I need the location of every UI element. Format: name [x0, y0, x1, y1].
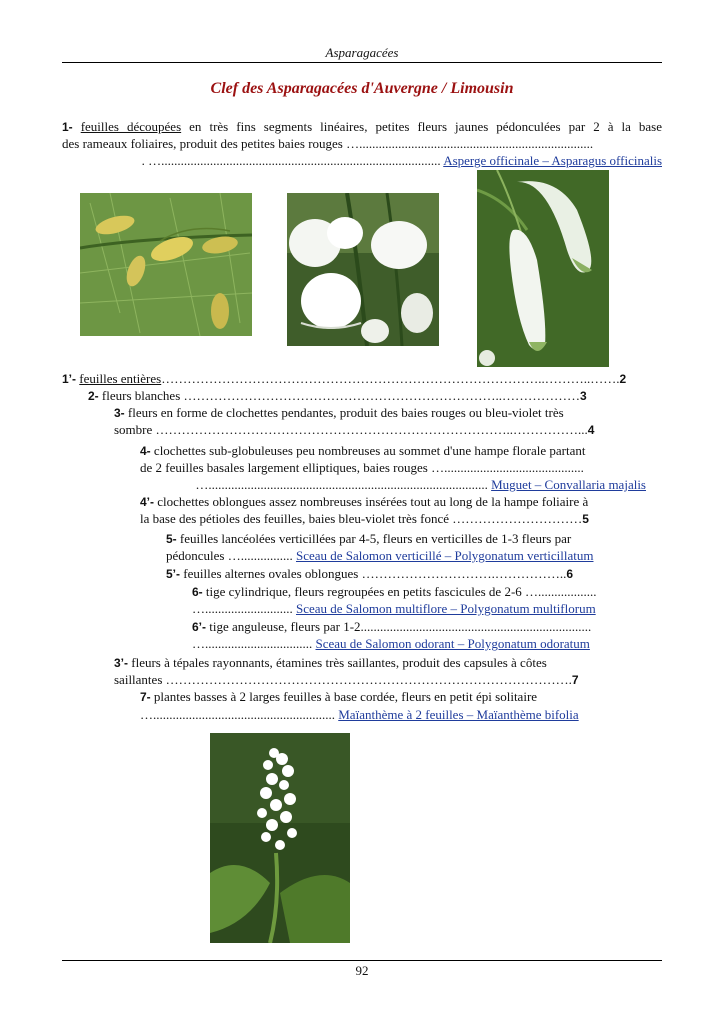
- page-number: 92: [355, 963, 369, 978]
- couplet-4b-text-1: clochettes oblongues assez nombreuses insérées tout au long de la hampe foliaire à: [154, 494, 589, 509]
- couplet-4b-goto: 5: [582, 512, 589, 526]
- couplet-4b-line-2: [140, 510, 646, 528]
- couplet-7-line-2: [140, 706, 646, 723]
- polygonatum-photo-illustration: [477, 170, 609, 367]
- couplet-4b-number: 4’-: [140, 495, 155, 509]
- result-link-muguet[interactable]: Muguet – Convallaria majalis: [491, 477, 646, 492]
- couplet-7-number: 7-: [140, 690, 151, 704]
- couplet-5b-number: 5’-: [166, 567, 181, 581]
- result-link-polygonatum-odoratum[interactable]: Sceau de Salomon odorant – Polygonatum odoratum: [315, 636, 590, 651]
- photo-asparagus: [80, 193, 252, 336]
- couplet-3-number: 3-: [114, 406, 125, 420]
- couplet-6b-number: 6’-: [192, 620, 207, 634]
- couplet-2-text: fleurs blanches ………………………………………………………………..………………: [98, 388, 581, 403]
- couplet-5-line-1: [166, 530, 646, 548]
- couplet-1b-line: [62, 370, 634, 388]
- couplet-6b-line-2: [192, 635, 646, 652]
- couplet-4-text-2: de 2 feuilles basales largement elliptiques, baies rouges …...........................................: [140, 460, 584, 475]
- couplet-6-text-1: tige cylindrique, fleurs regroupées en petits fascicules de 2-6 …..................: [202, 584, 597, 599]
- couplet-1-text-1: en très fins segments linéaires, petites fleurs jaunes pédonculées par 2 à la base: [181, 119, 662, 134]
- couplet-6-number: 6-: [192, 585, 203, 599]
- couplet-3b-text-1: fleurs à tépales rayonnants, étamines très saillantes, produit des capsules à côtes: [128, 655, 547, 670]
- couplet-1-text-2: des rameaux foliaires, produit des petites baies rouges …........................................................................: [62, 136, 594, 151]
- result-link-polygonatum-verticillatum[interactable]: Sceau de Salomon verticillé – Polygonatum verticillatum: [295, 548, 594, 563]
- couplet-1b-dots: ……………………………………………………………………………..………..…….: [161, 371, 620, 386]
- couplet-6b-text-2: ….................................: [192, 636, 316, 651]
- photo-polygonatum: [477, 170, 609, 367]
- result-link-polygonatum-multiflorum[interactable]: Sceau de Salomon multiflore – Polygonatum multiflorum: [296, 601, 596, 616]
- couplet-3b-line-2: [114, 671, 644, 689]
- couplet-3b-text-2: saillantes ………………………………………………………………………………….: [114, 672, 572, 687]
- couplet-5-line-2: [166, 547, 646, 564]
- result-link-asperge[interactable]: Asperge officinale – Asparagus officinalis: [443, 153, 662, 168]
- running-header: Asparagacées: [325, 45, 399, 60]
- footer-divider: [62, 960, 662, 961]
- couplet-5b-text: feuilles alternes ovales oblongues ………………………….……………..: [180, 566, 567, 581]
- couplet-1-number: 1-: [62, 120, 73, 134]
- couplet-4b-text-2: la base des pétioles des feuilles, baies bleu-violet très foncé …………………………: [140, 511, 583, 526]
- maianthemum-photo-illustration: [210, 733, 350, 943]
- couplet-1b-term: feuilles entières: [79, 371, 162, 386]
- couplet-5-text-2: pédoncules …................: [166, 548, 296, 563]
- couplet-2-line: [88, 387, 634, 405]
- couplet-4-number: 4-: [140, 444, 151, 458]
- couplet-4-text-1: clochettes sub-globuleuses peu nombreuses au sommet d'une hampe florale partant: [150, 443, 586, 458]
- result-link-maianthemum[interactable]: Maïanthème à 2 feuilles – Maïanthème bifolia: [338, 707, 579, 722]
- couplet-7-line-1: [140, 688, 646, 706]
- couplet-2-number: 2-: [88, 389, 99, 403]
- couplet-4-line-1: [140, 442, 646, 460]
- couplet-4-line-2: [140, 459, 646, 476]
- couplet-6-text-2: …...........................: [192, 601, 296, 616]
- asparagus-photo-illustration: [80, 193, 252, 336]
- couplet-7-text-1: plantes basses à 2 larges feuilles à base cordée, fleurs en petit épi solitaire: [150, 689, 538, 704]
- couplet-3b-line-1: [114, 654, 644, 672]
- couplet-5b-line: [166, 565, 646, 583]
- couplet-6-line-2: [192, 600, 646, 617]
- couplet-6-line-1: [192, 583, 646, 601]
- couplet-5b-goto: 6: [566, 567, 574, 581]
- couplet-1-term: feuilles découpées: [80, 119, 182, 134]
- couplet-1-line-1: [62, 118, 662, 136]
- couplet-1b-goto: 2: [619, 372, 627, 386]
- couplet-1-text-3: . …......................................................................................: [141, 153, 444, 168]
- couplet-4-text-3: …......................................................................................: [195, 477, 492, 492]
- couplet-7-text-2: …........................................................: [140, 707, 339, 722]
- convallaria-photo-illustration: [287, 193, 439, 346]
- couplet-3-text-2: sombre ………………………………………………………………………..……………...: [114, 422, 588, 437]
- couplet-1-line-3: [62, 152, 662, 169]
- couplet-3b-goto: 7: [571, 673, 579, 687]
- photo-convallaria: [287, 193, 439, 346]
- couplet-3-line-1: [114, 404, 644, 422]
- couplet-3-goto: 4: [587, 423, 595, 437]
- couplet-3b-number: 3’-: [114, 656, 129, 670]
- couplet-1-line-2: [62, 135, 662, 152]
- couplet-3-line-2: [114, 421, 644, 439]
- header-divider: [62, 62, 662, 63]
- couplet-5-text-1: feuilles lancéolées verticillées par 4-5, fleurs en verticilles de 1-3 fleurs par: [176, 531, 572, 546]
- couplet-4-line-3: [140, 476, 646, 493]
- couplet-6b-text-1: tige anguleuse, fleurs par 1-2.......................................................................: [206, 619, 592, 634]
- couplet-3-text-1: fleurs en forme de clochettes pendantes, produit des baies rouges ou bleu-violet très: [124, 405, 564, 420]
- couplet-2-goto: 3: [580, 389, 587, 403]
- page-title: Clef des Asparagacées d'Auvergne / Limousin: [210, 80, 514, 97]
- couplet-6b-line-1: [192, 618, 660, 636]
- photo-maianthemum: [210, 733, 350, 943]
- couplet-1b-number: 1’-: [62, 372, 77, 386]
- couplet-5-number: 5-: [166, 532, 177, 546]
- couplet-4b-line-1: [140, 493, 646, 511]
